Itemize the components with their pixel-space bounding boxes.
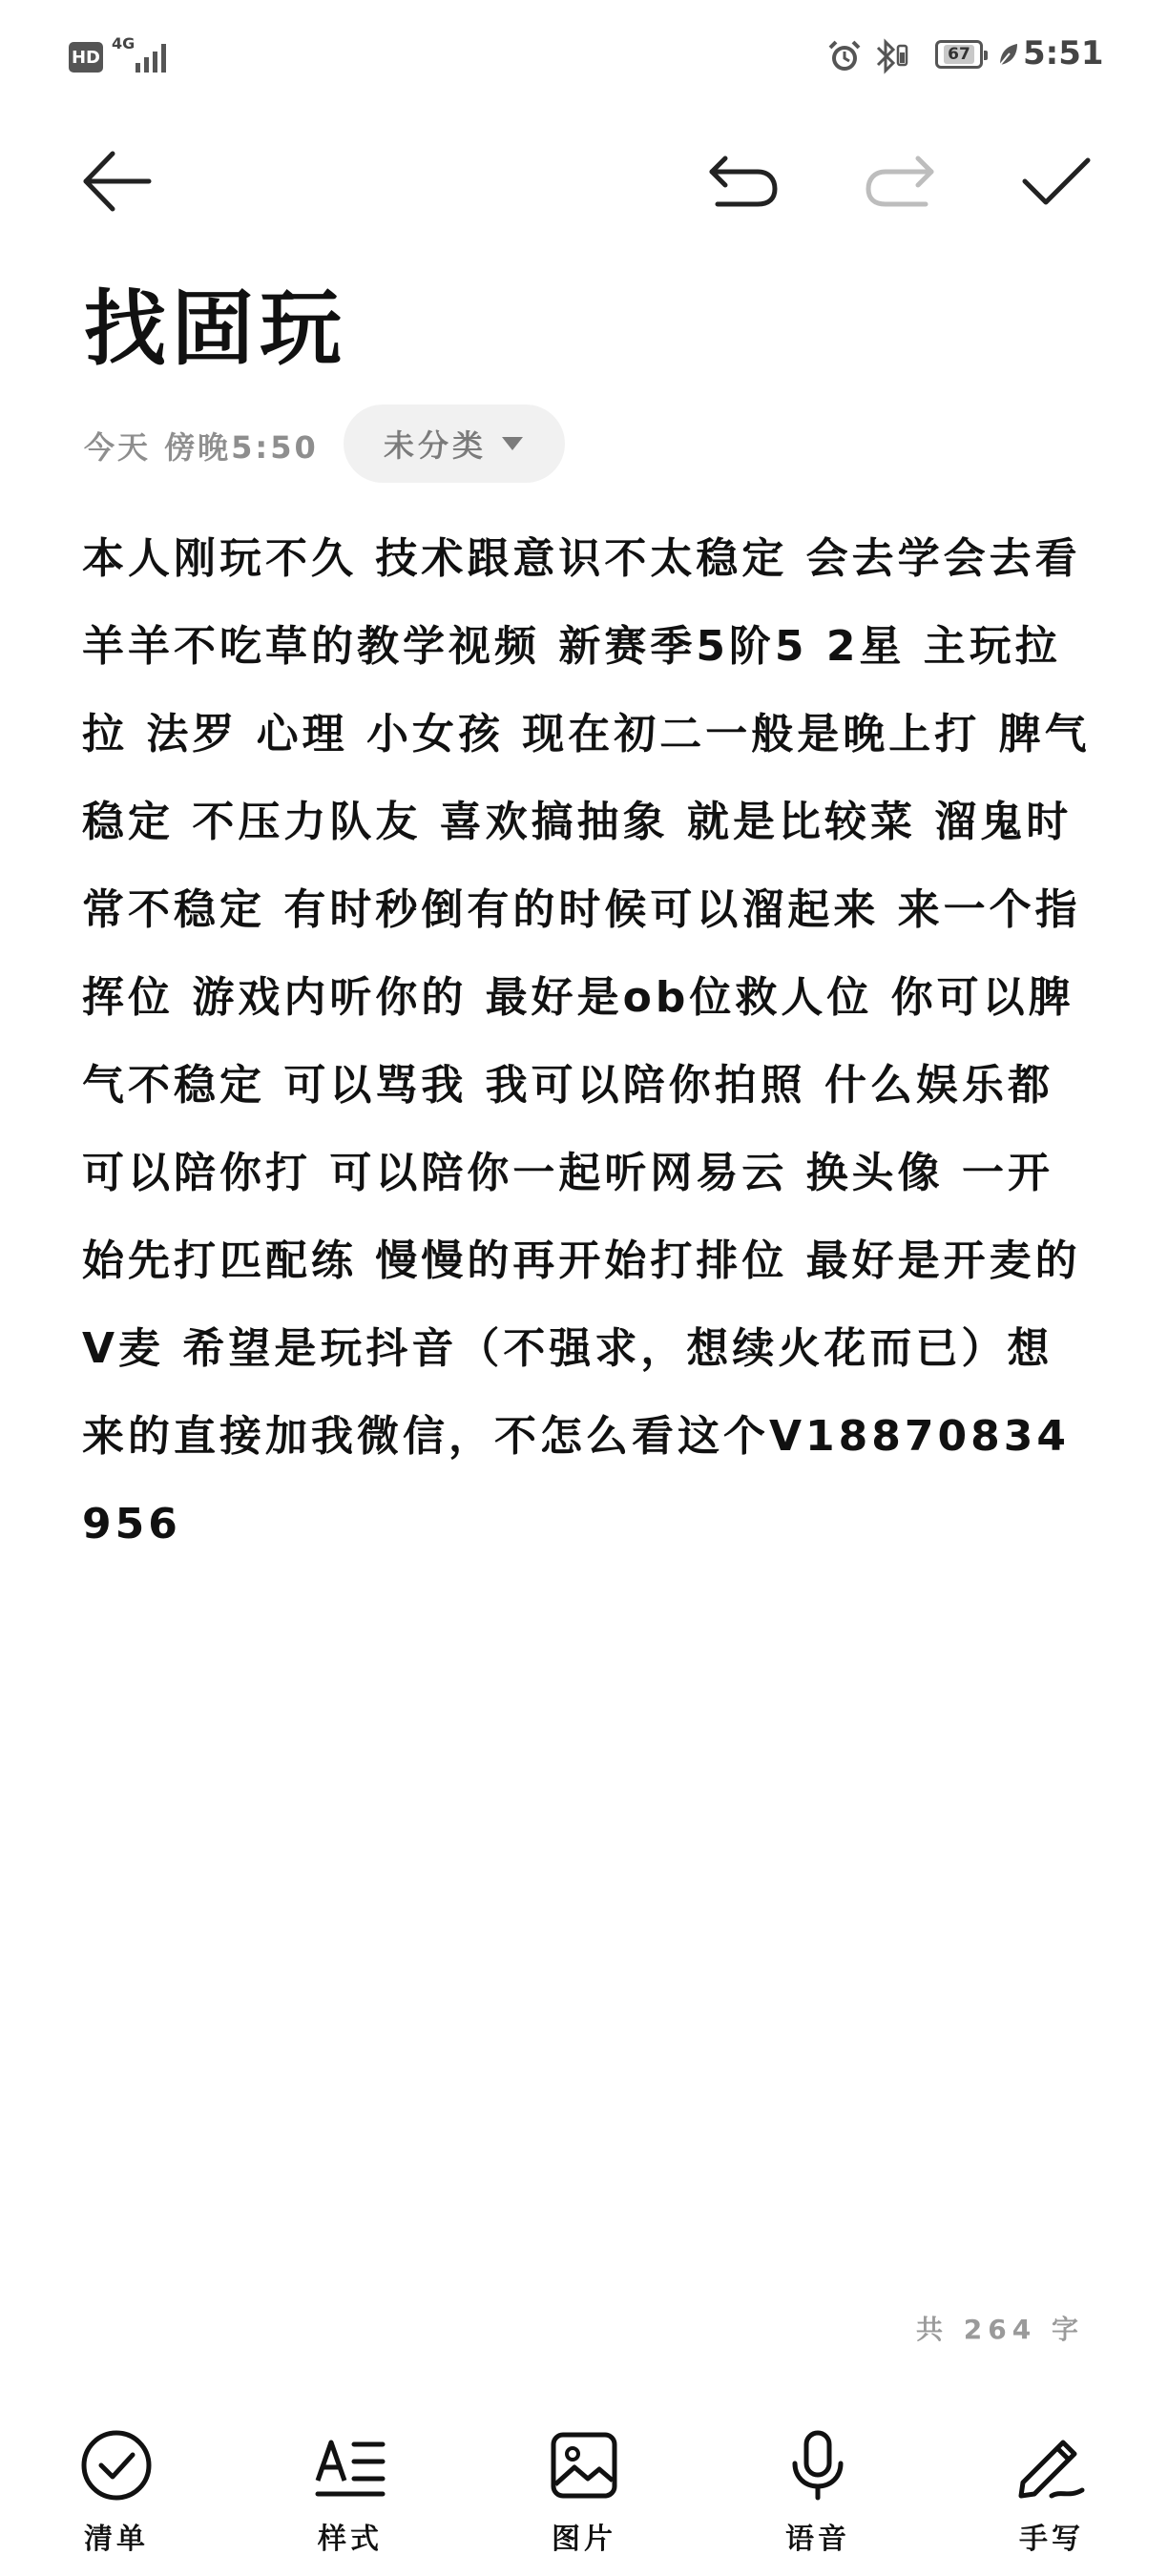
note-date: 今天 傍晚5:50 bbox=[84, 429, 319, 466]
bottom-toolbar bbox=[0, 2423, 1168, 2576]
undo-button[interactable] bbox=[697, 143, 788, 219]
dropdown-triangle-icon bbox=[500, 434, 525, 453]
leaf-icon bbox=[996, 42, 1019, 69]
checkmark-icon bbox=[1017, 153, 1094, 210]
category-selector[interactable] bbox=[344, 405, 565, 483]
bluetooth-icon bbox=[870, 36, 908, 76]
tool-label: 清单 bbox=[84, 2523, 149, 2556]
word-count: 共 264 字 bbox=[916, 2314, 1084, 2345]
tool-label: 图片 bbox=[552, 2523, 616, 2556]
back-button[interactable] bbox=[71, 143, 162, 219]
status-bar bbox=[0, 0, 1168, 113]
text-style-icon bbox=[312, 2427, 388, 2503]
battery-indicator bbox=[935, 40, 983, 69]
back-arrow-icon bbox=[78, 148, 155, 215]
handwriting-button[interactable] bbox=[968, 2423, 1136, 2576]
tool-label: 手写 bbox=[1019, 2523, 1084, 2556]
checklist-icon bbox=[78, 2427, 155, 2503]
battery-level: 67 bbox=[944, 45, 974, 64]
tool-label: 样式 bbox=[318, 2523, 383, 2556]
redo-button[interactable] bbox=[855, 143, 947, 219]
voice-button[interactable] bbox=[734, 2423, 902, 2576]
network-type: 4G bbox=[112, 34, 136, 52]
handwriting-pen-icon bbox=[1013, 2427, 1090, 2503]
checklist-button[interactable] bbox=[32, 2423, 200, 2576]
undo-icon bbox=[704, 153, 781, 210]
image-button[interactable] bbox=[500, 2423, 668, 2576]
note-title[interactable]: 找固玩 bbox=[84, 281, 347, 377]
hd-badge: HD bbox=[69, 42, 103, 73]
signal-icon bbox=[134, 40, 172, 74]
microphone-icon bbox=[780, 2427, 856, 2503]
redo-icon bbox=[863, 153, 939, 210]
alarm-icon bbox=[826, 38, 863, 74]
clock: 5:51 bbox=[1023, 34, 1104, 73]
tool-label: 语音 bbox=[785, 2523, 850, 2556]
note-body[interactable]: 本人刚玩不久 技术跟意识不太稳定 会去学会去看羊羊不吃草的教学视频 新赛季5阶5 2星 主玩拉拉 法罗 心理 小女孩 现在初二一般是晚上打 脾气稳定 不压力队友 喜欢搞抽象 就是比较菜 溜鬼时常不稳定 有时秒倒有的时候可以溜起来 来一个指挥位 游戏内听你的 最好是ob位救人位 你可以脾气不稳定 可以骂我 我可以陪你拍照 什么娱乐都可以陪你打 可以陪你一起听网易云 换头像 一开始先打匹配练 慢慢的再开始打排位 最好是开麦的V麦 希望是玩抖音（不强求，想续火花而已）想来的直接加我微信，不怎么看这个V18870834956 bbox=[82, 534, 1091, 1548]
confirm-button[interactable] bbox=[1010, 143, 1101, 219]
category-label: 未分类 bbox=[383, 427, 487, 464]
image-icon bbox=[546, 2427, 622, 2503]
style-button[interactable] bbox=[266, 2423, 434, 2576]
